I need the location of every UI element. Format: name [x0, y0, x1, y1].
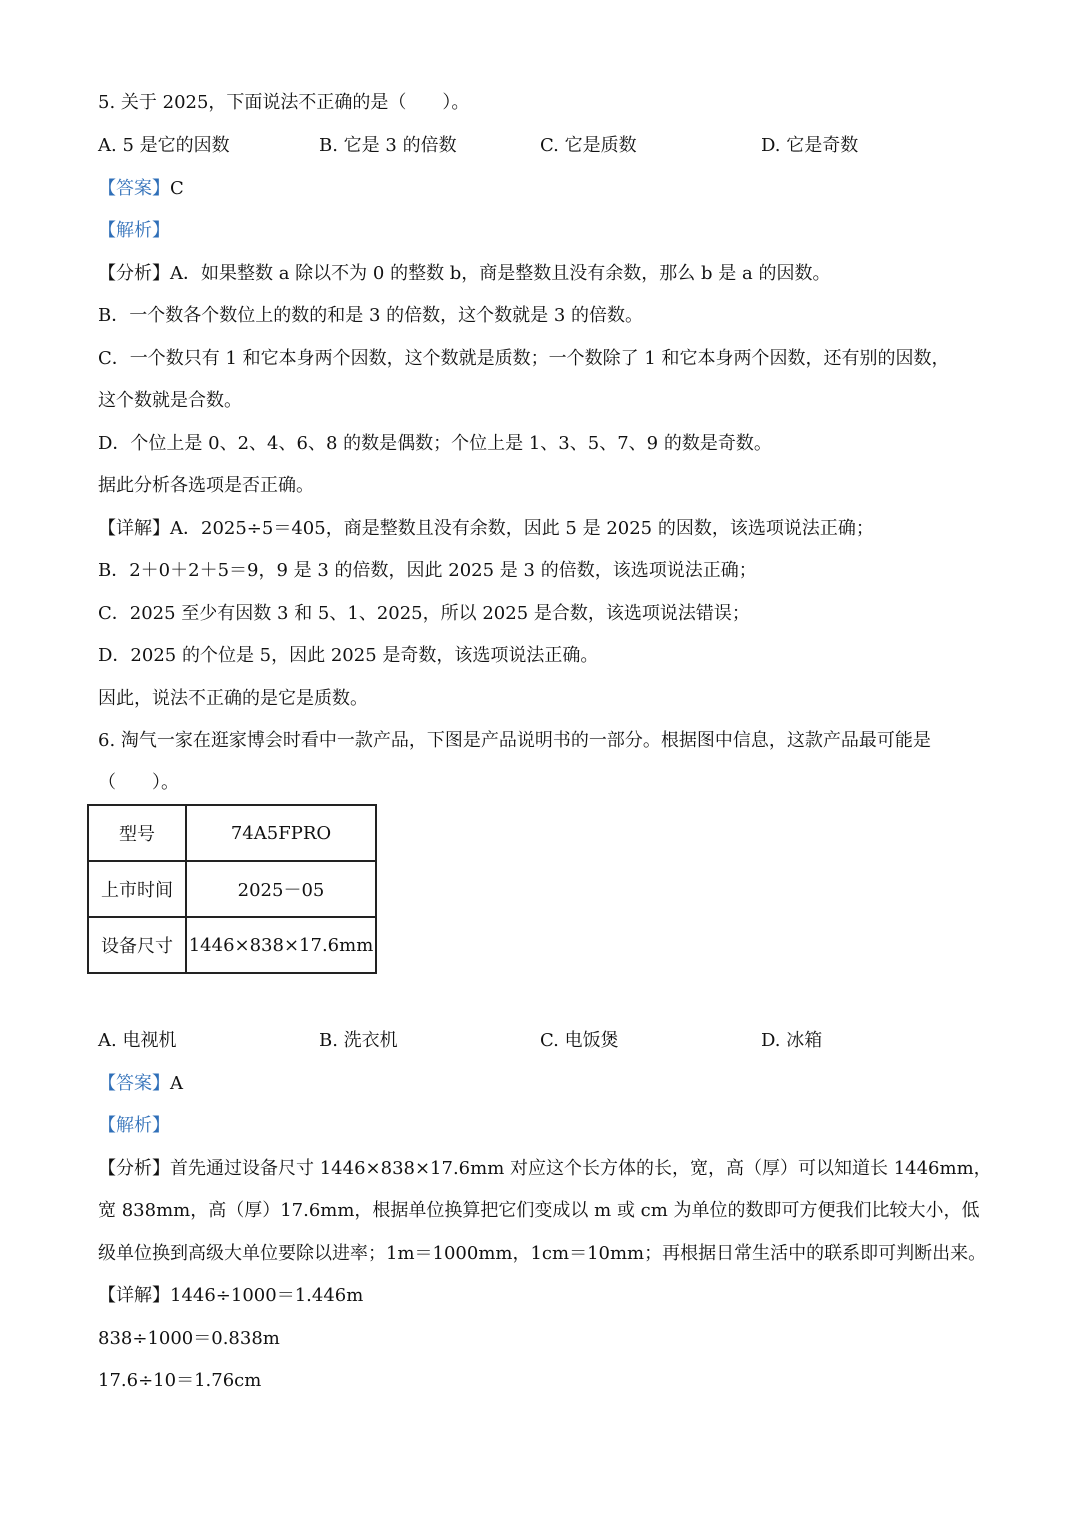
q6-option-a: A. 电视机 [98, 1030, 177, 1051]
fenxi-tag: 【分析】 [98, 263, 170, 284]
q5-fenxi-5: 据此分析各选项是否正确。 [98, 475, 314, 496]
answer-tag: 【答案】 [98, 178, 170, 199]
q5-answer: C [170, 178, 184, 199]
xiangjie-tag: 【详解】 [98, 1285, 170, 1306]
q5-answer-line [98, 177, 184, 201]
q5-option-d: D. 它是奇数 [761, 135, 859, 156]
spec-key-size: 设备尺寸 [88, 917, 186, 973]
q6-stem-1: 6. 淘气一家在逛家博会时看中一款产品，下图是产品说明书的一部分。根据图中信息，这款产品最可能是 [98, 730, 931, 751]
q5-option-c: C. 它是质数 [540, 135, 637, 156]
jiexi-tag: 【解析】 [98, 1115, 170, 1136]
q6-calc-2: 838÷1000＝0.838m [98, 1328, 280, 1349]
spec-value-release: 2025－05 [186, 861, 376, 917]
q5-jiexi-line [98, 219, 170, 243]
q5-fenxi-3b: 这个数就是合数。 [98, 390, 242, 411]
spec-key-release: 上市时间 [88, 861, 186, 917]
spec-key-model: 型号 [88, 805, 186, 861]
q5-fenxi-text-1: A．如果整数 a 除以不为 0 的整数 b，商是整数且没有余数，那么 b 是 a 的因数。 [170, 263, 831, 284]
q5-xiangjie-text-1: A．2025÷5＝405，商是整数且没有余数，因此 5 是 2025 的因数，该选项说法正确； [170, 518, 874, 539]
answer-tag: 【答案】 [98, 1073, 170, 1094]
q5-xiangjie-1 [98, 517, 874, 541]
q6-xiangjie-1 [98, 1284, 363, 1308]
spec-value-size: 1446×838×17.6mm [186, 917, 376, 973]
q5-stem: 5. 关于 2025，下面说法不正确的是（ ）。 [98, 92, 470, 113]
q5-option-a: A. 5 是它的因数 [98, 135, 230, 156]
q6-calc-3: 17.6÷10＝1.76cm [98, 1370, 262, 1391]
spec-value-model: 74A5FPRO [186, 805, 376, 861]
table-row [88, 805, 376, 861]
q6-xiangjie-text-1: 1446÷1000＝1.446m [170, 1285, 364, 1306]
xiangjie-tag: 【详解】 [98, 518, 170, 539]
q5-option-b: B. 它是 3 的倍数 [319, 135, 457, 156]
jiexi-tag: 【解析】 [98, 220, 170, 241]
q5-conclusion: 因此，说法不正确的是它是质数。 [98, 688, 368, 709]
q5-fenxi-2: B．一个数各个数位上的数的和是 3 的倍数，这个数就是 3 的倍数。 [98, 305, 644, 326]
q6-answer-line [98, 1072, 183, 1096]
q6-option-d: D. 冰箱 [761, 1030, 823, 1051]
q5-xiangjie-3: C．2025 至少有因数 3 和 5、1、2025，所以 2025 是合数，该选项说法错误； [98, 603, 750, 624]
q5-xiangjie-2: B．2＋0＋2＋5＝9，9 是 3 的倍数，因此 2025 是 3 的倍数，该选项说法正确； [98, 560, 757, 581]
q6-fenxi-text-1: 首先通过设备尺寸 1446×838×17.6mm 对应这个长方体的长，宽，高（厚）可以知道长 1446mm， [170, 1158, 992, 1179]
q6-fenxi-2: 宽 838mm，高（厚）17.6mm，根据单位换算把它们变成以 m 或 cm 为单位的数即可方便我们比较大小，低 [98, 1200, 980, 1221]
q5-fenxi-1 [98, 262, 830, 286]
q6-jiexi-line [98, 1114, 170, 1138]
q5-xiangjie-4: D．2025 的个位是 5，因此 2025 是奇数，该选项说法正确。 [98, 645, 599, 666]
q6-answer: A [170, 1073, 183, 1094]
q6-option-c: C. 电饭煲 [540, 1030, 619, 1051]
q6-stem-2: （ ）。 [98, 772, 179, 793]
table-row [88, 917, 376, 973]
q6-fenxi-3: 级单位换到高级大单位要除以进率；1m＝1000mm，1cm＝10mm；再根据日常生活中的联系即可判断出来。 [98, 1243, 987, 1264]
table-row [88, 861, 376, 917]
q5-fenxi-4: D．个位上是 0、2、4、6、8 的数是偶数；个位上是 1、3、5、7、9 的数是奇数。 [98, 433, 772, 454]
q6-option-b: B. 洗衣机 [319, 1030, 398, 1051]
q6-fenxi-1 [98, 1157, 992, 1181]
fenxi-tag: 【分析】 [98, 1158, 170, 1179]
q5-fenxi-3a: C．一个数只有 1 和它本身两个因数，这个数就是质数；一个数除了 1 和它本身两个因数，还有别的因数， [98, 348, 950, 369]
spec-table [87, 804, 377, 974]
